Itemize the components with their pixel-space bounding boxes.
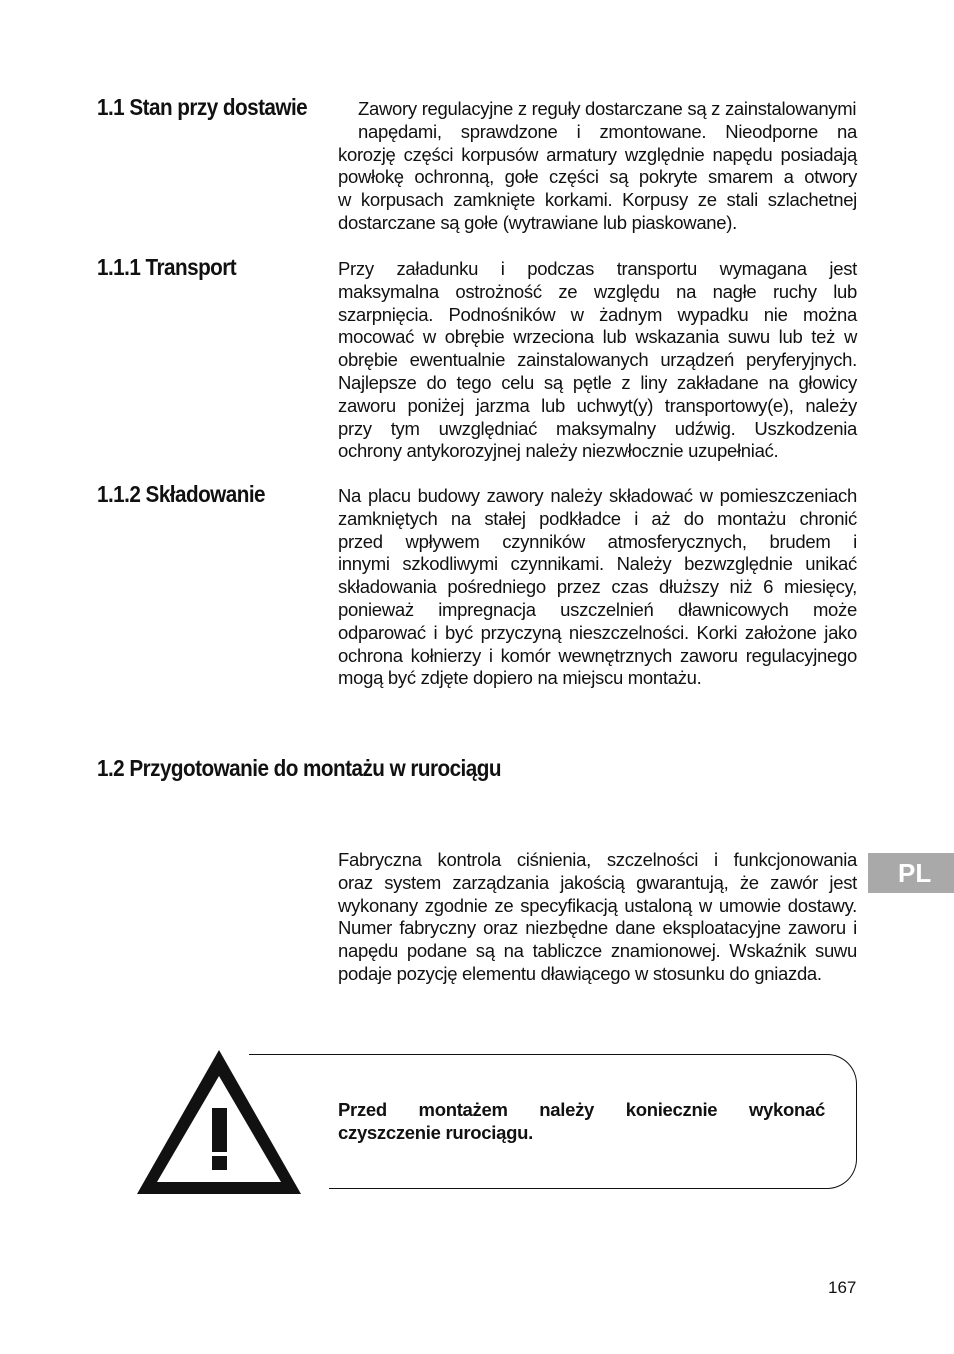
text-line: wykonany zgodnie ze specyfikacją ustaloną w umowie dostawy.	[338, 894, 857, 916]
text-line: powłokę ochronną, gołe części są pokryte smarem a otwory	[338, 166, 857, 188]
section-heading-stan-przy-dostawie: 1.1 Stan przy dostawie	[97, 94, 308, 120]
text-line: Zawory regulacyjne z reguły dostarczane są z zainstalowanymi	[358, 98, 857, 119]
text-line: Numer fabryczny oraz niezbędne dane eksploatacyjne zaworu i	[338, 917, 857, 939]
text-line: ponieważ impregnacja uszczelnień dławnicowych może	[338, 598, 857, 620]
text-line: zaworu poniżej jarzma lub uchwyt(y) transportowy(e), należy	[338, 394, 857, 416]
text-line: Przed montażem należy koniecznie wykonać	[338, 1099, 825, 1120]
text-line: składowania pośredniego przez czas dłuższy niż 6 miesięcy,	[338, 576, 857, 598]
text-line: mocować w obrębie wrzeciona lub wskazania suwu lub też w	[338, 326, 857, 348]
text-line: oraz system zarządzania jakością gwarantują, że zawór jest	[338, 871, 857, 893]
text-line: ochrony antykorozyjnej należy niezwłocznie uzupełniać.	[338, 440, 779, 462]
section-heading-skladowanie: 1.1.2 Składowanie	[97, 481, 266, 507]
text-line: przy tym uwzględniać maksymalny udźwig. Uszkodzenia	[338, 417, 857, 439]
warning-text	[338, 1098, 825, 1144]
text-line: czyszczenie rurociągu.	[338, 1122, 533, 1143]
section-text-przygotowanie	[338, 849, 857, 986]
text-line: podaje pozycję elementu dławiącego w stosunku do gniazda.	[338, 962, 822, 984]
warning-triangle-icon	[133, 1046, 305, 1198]
text-line: ochrona kołnierzy i komór wewnętrznych zaworu regulacyjnego	[338, 644, 857, 666]
text-line: dostarczane są gołe (wytrawiane lub piaskowane).	[338, 211, 737, 233]
text-line: w korpusach zamknięte korkami. Korpusy ze stali szlachetnej	[338, 189, 857, 211]
text-line: Najlepsze do tego celu są pętle z liny zakładane na głowicy	[338, 371, 857, 393]
text-line: Fabryczna kontrola ciśnienia, szczelności i funkcjonowania	[338, 849, 857, 870]
text-line: zamkniętych na stałej podkładce i aż do montażu chronić	[338, 507, 857, 529]
text-line: Przy załadunku i podczas transportu wymagana jest	[338, 258, 857, 279]
text-line: mogą być zdjęte dopiero na miejscu montażu.	[338, 667, 702, 689]
section-heading-transport: 1.1.1 Transport	[97, 254, 237, 280]
section-text-skladowanie	[338, 485, 857, 690]
language-tab: PL	[868, 853, 954, 893]
text-line: korozję części korpusów armatury względnie napędu posiadają	[338, 143, 857, 165]
section-heading-przygotowanie: 1.2 Przygotowanie do montażu w rurociągu	[97, 755, 501, 781]
text-line: Na placu budowy zawory należy składować w pomieszczeniach	[338, 485, 857, 506]
text-line: szarpnięcia. Podnośników w żadnym wypadku nie można	[338, 303, 857, 325]
text-line: przed wpływem czynników atmosferycznych, brudem i	[338, 530, 857, 552]
section-text-stan-przy-dostawie	[338, 98, 857, 235]
text-line: innymi szkodliwymi czynnikami. Należy bezwzględnie unikać	[338, 553, 857, 575]
page-number: 167	[828, 1278, 857, 1297]
text-line: maksymalna ostrożność ze względu na nagłe ruchy lub	[338, 280, 857, 302]
text-line: napędami, sprawdzone i zmontowane. Nieodporne na	[358, 120, 857, 142]
text-line: odparować i być przyczyną nieszczelności. Korki założone jako	[338, 621, 857, 643]
section-text-transport	[338, 258, 857, 463]
text-line: obrębie ewentualnie zainstalowanych urządzeń peryferyjnych.	[338, 349, 857, 371]
text-line: napędu podane są na tabliczce znamionowej. Wskaźnik suwu	[338, 940, 857, 962]
